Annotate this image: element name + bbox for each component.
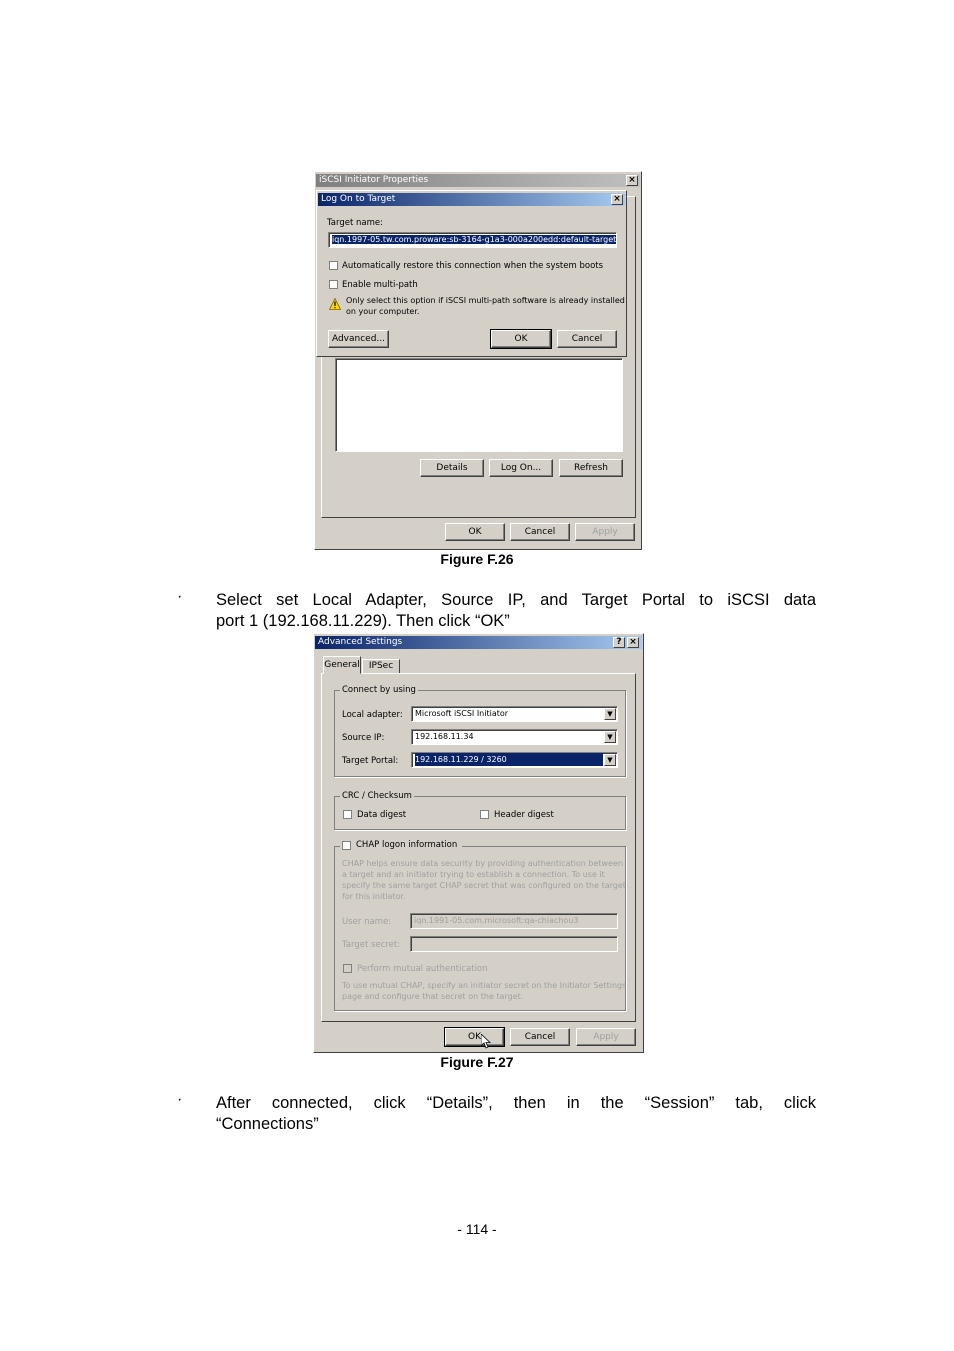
chap-header bbox=[340, 839, 462, 852]
bullet-marker: · bbox=[177, 588, 183, 605]
figure-f27 bbox=[313, 633, 644, 1053]
iscsi-properties-titlebar bbox=[316, 174, 640, 187]
help-icon[interactable]: ? bbox=[613, 637, 625, 648]
chap-desc-line4: for this initiator. bbox=[342, 892, 406, 901]
warning-text-line1: Only select this option if iSCSI multi-path software is already installed bbox=[346, 296, 625, 305]
advanced-button[interactable]: Advanced... bbox=[328, 330, 389, 348]
tab-ipsec[interactable]: IPSec bbox=[362, 659, 400, 674]
cancel-button[interactable]: Cancel bbox=[510, 1028, 570, 1046]
multipath-label: Enable multi-path bbox=[342, 280, 418, 290]
mutual-auth-label: Perform mutual authentication bbox=[357, 964, 488, 974]
close-icon[interactable]: × bbox=[626, 175, 638, 186]
bullet2-line1: After connected, click “Details”, then in the “Session” tab, click bbox=[216, 1094, 816, 1112]
warning-text-line2: on your computer. bbox=[346, 307, 420, 316]
auto-restore-checkbox[interactable] bbox=[329, 261, 338, 270]
target-portal-select[interactable]: 192.168.11.229 / 3260 ▼ bbox=[411, 752, 618, 768]
chap-desc-line3: specify the same target CHAP secret that was configured on the target bbox=[342, 881, 626, 890]
user-name-field[interactable]: iqn.1991-05.com.microsoft:qa-chiachou3 bbox=[410, 913, 618, 929]
details-button[interactable]: Details bbox=[420, 459, 484, 477]
iscsi-properties-title: iSCSI Initiator Properties bbox=[319, 175, 429, 185]
figure-f27-caption: Figure F.27 bbox=[440, 1054, 514, 1070]
refresh-button[interactable]: Refresh bbox=[559, 459, 623, 477]
apply-button[interactable]: Apply bbox=[576, 1028, 636, 1046]
mutual-desc-line1: To use mutual CHAP, specify an initiator secret on the Initiator Settings bbox=[342, 981, 627, 990]
source-ip-label: Source IP: bbox=[342, 733, 385, 743]
auto-restore-label: Automatically restore this connection when the system boots bbox=[342, 261, 604, 271]
header-digest-checkbox[interactable] bbox=[480, 810, 489, 819]
target-portal-label: Target Portal: bbox=[342, 756, 399, 766]
chap-desc-line2: a target and an initiator trying to establish a connection. To use it bbox=[342, 870, 605, 879]
figure-f26-caption: Figure F.26 bbox=[440, 551, 514, 567]
local-adapter-select[interactable]: Microsoft iSCSI Initiator ▼ bbox=[411, 706, 618, 722]
bullet1-line1: Select set Local Adapter, Source IP, and Target Portal to iSCSI data bbox=[216, 591, 816, 609]
chevron-down-icon[interactable]: ▼ bbox=[604, 708, 616, 720]
chap-checkbox[interactable] bbox=[342, 841, 351, 850]
figure-f26 bbox=[314, 171, 642, 550]
chap-desc-line1: CHAP helps ensure data security by providing authentication between bbox=[342, 859, 623, 868]
warning-icon bbox=[329, 298, 341, 310]
page-number: - 114 - bbox=[457, 1221, 497, 1237]
chevron-down-icon[interactable]: ▼ bbox=[604, 754, 616, 766]
data-digest-label: Data digest bbox=[357, 810, 407, 820]
bullet-marker: · bbox=[177, 1091, 183, 1108]
tab-general[interactable]: General bbox=[323, 656, 361, 674]
advanced-settings-titlebar bbox=[315, 636, 642, 649]
targets-list[interactable] bbox=[335, 358, 623, 452]
log-on-title: Log On to Target bbox=[321, 194, 396, 204]
advanced-settings-title: Advanced Settings bbox=[318, 637, 403, 647]
chap-label: CHAP logon information bbox=[356, 840, 458, 850]
log-on-button[interactable]: Log On... bbox=[489, 459, 553, 477]
header-digest-label: Header digest bbox=[494, 810, 554, 820]
close-icon[interactable]: × bbox=[627, 637, 639, 648]
target-secret-field[interactable] bbox=[410, 936, 618, 952]
mouse-cursor-icon bbox=[481, 1034, 491, 1049]
target-name-label: Target name: bbox=[327, 218, 383, 228]
user-name-label: User name: bbox=[342, 917, 392, 927]
ok-button[interactable]: OK bbox=[445, 523, 505, 541]
close-icon[interactable]: × bbox=[611, 194, 623, 205]
multipath-checkbox[interactable] bbox=[329, 280, 338, 289]
connect-by-using-title: Connect by using bbox=[342, 685, 416, 695]
ok-button[interactable]: OK bbox=[445, 1028, 504, 1046]
ok-button[interactable]: OK bbox=[491, 330, 551, 348]
crc-checksum-title: CRC / Checksum bbox=[342, 791, 412, 801]
bullet1-line2: port 1 (192.168.11.229). Then click “OK” bbox=[216, 612, 510, 630]
data-digest-checkbox[interactable] bbox=[343, 810, 352, 819]
cancel-button[interactable]: Cancel bbox=[510, 523, 570, 541]
mutual-auth-checkbox[interactable] bbox=[343, 964, 352, 973]
target-name-field[interactable]: iqn.1997-05.tw.com.proware:sb-3164-g1a3-000a200edd:default-target bbox=[328, 232, 617, 248]
advanced-settings-window bbox=[313, 633, 644, 1053]
source-ip-select[interactable]: 192.168.11.34 ▼ bbox=[411, 729, 618, 745]
cancel-button[interactable]: Cancel bbox=[557, 330, 617, 348]
apply-button[interactable]: Apply bbox=[575, 523, 635, 541]
mutual-desc-line2: page and configure that secret on the target. bbox=[342, 992, 524, 1001]
target-secret-label: Target secret: bbox=[342, 940, 401, 950]
chevron-down-icon[interactable]: ▼ bbox=[604, 731, 616, 743]
bullet2-line2: “Connections” bbox=[216, 1115, 319, 1133]
log-on-to-target-dialog bbox=[316, 190, 627, 357]
local-adapter-label: Local adapter: bbox=[342, 710, 403, 720]
log-on-titlebar bbox=[318, 193, 625, 206]
